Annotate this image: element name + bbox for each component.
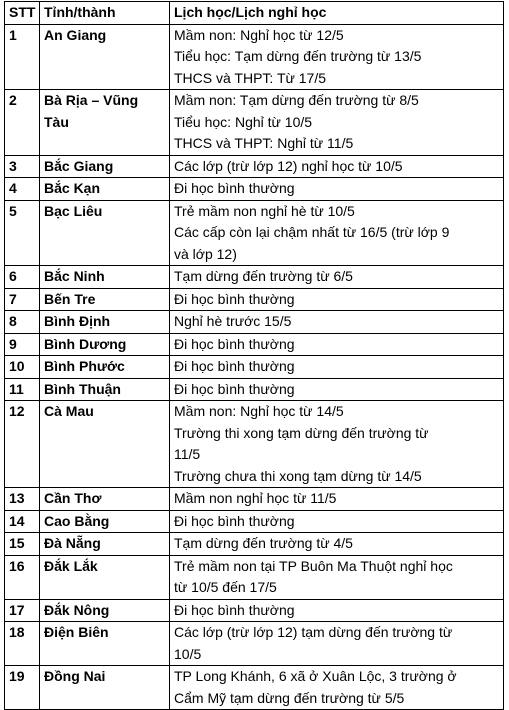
row-province <box>40 178 170 201</box>
row-stt: 16 <box>5 555 40 599</box>
province-line: Bình Thuận <box>44 380 121 397</box>
row-province <box>40 90 170 156</box>
table-row <box>5 311 504 334</box>
province-line: Đồng Nai <box>44 668 106 684</box>
row-stt: 11 <box>5 378 40 401</box>
header-row <box>5 2 504 25</box>
schedule-line: THCS và THPT: Nghỉ từ 11/5 <box>174 135 354 151</box>
row-stt: 18 <box>5 622 40 666</box>
row-province <box>40 200 170 266</box>
row-province <box>40 555 170 599</box>
schedule-line: Tiểu học: Nghỉ từ 10/5 <box>174 113 313 130</box>
schedule-line: Các cấp còn lại chậm nhất từ 16/5 (trừ lớp 9 <box>174 224 450 240</box>
row-schedule <box>170 288 504 311</box>
schedule-line: TP Long Khánh, 6 xã ở Xuân Lộc, 3 trường ở <box>174 668 457 684</box>
row-schedule <box>170 599 504 622</box>
schedule-line: Mầm non: Nghỉ học từ 14/5 <box>174 403 344 419</box>
row-stt: 13 <box>5 488 40 511</box>
province-line: Điện Biên <box>44 624 109 640</box>
schedule-line: từ 10/5 đến 17/5 <box>174 579 277 595</box>
schedule-line: Trẻ mầm non tại TP Buôn Ma Thuột nghỉ học <box>174 557 453 574</box>
row-schedule <box>170 622 504 666</box>
row-stt: 14 <box>5 510 40 533</box>
province-line: Bình Định <box>44 313 111 329</box>
table-row <box>5 510 504 533</box>
schedule-line: Trường chưa thi xong tạm dừng từ 14/5 <box>174 467 422 484</box>
header-stt: STT <box>5 2 40 25</box>
row-stt: 2 <box>5 90 40 156</box>
schedule-line: Nghỉ hè trước 15/5 <box>174 313 292 329</box>
province-line: Đà Nẵng <box>44 535 101 551</box>
row-schedule <box>170 24 504 90</box>
row-province <box>40 488 170 511</box>
province-line: Bắc Giang <box>44 157 114 174</box>
schedule-line: Trường thi xong tạm dừng đến trường từ <box>174 424 429 441</box>
table-row <box>5 266 504 289</box>
row-stt: 5 <box>5 200 40 266</box>
province-line: Cao Bằng <box>44 512 110 529</box>
row-schedule <box>170 488 504 511</box>
schedule-line: THCS và THPT: Từ 17/5 <box>174 69 327 86</box>
table-row <box>5 666 504 710</box>
province-line: Đắk Nông <box>44 601 110 618</box>
province-line: An Giang <box>44 26 107 43</box>
row-schedule <box>170 555 504 599</box>
row-schedule <box>170 666 504 710</box>
schedule-line: Đi học bình thường <box>174 358 295 374</box>
table-body <box>5 24 504 710</box>
row-schedule <box>170 510 504 533</box>
table-row <box>5 90 504 156</box>
school-schedule-table <box>4 1 504 710</box>
row-stt: 1 <box>5 24 40 90</box>
table-row <box>5 24 504 90</box>
row-schedule <box>170 333 504 356</box>
province-line: Bình Phước <box>44 358 125 374</box>
province-line: Bà Rịa – Vũng <box>44 92 139 108</box>
schedule-line: Đi học bình thường <box>174 335 295 352</box>
schedule-line: Đi học bình thường <box>174 601 295 618</box>
schedule-line: 11/5 <box>174 446 201 462</box>
schedule-line: Đi học bình thường <box>174 180 295 196</box>
row-stt: 19 <box>5 666 40 710</box>
province-line: Bắc Kạn <box>44 180 101 196</box>
table-row <box>5 401 504 488</box>
table-row <box>5 288 504 311</box>
table-row <box>5 178 504 201</box>
schedule-line: Tạm dừng đến trường từ 6/5 <box>174 268 353 284</box>
province-line: Bắc Ninh <box>44 268 105 284</box>
row-stt: 15 <box>5 533 40 556</box>
schedule-line: Mầm non: Nghỉ học từ 12/5 <box>174 26 344 43</box>
row-schedule <box>170 200 504 266</box>
row-schedule <box>170 90 504 156</box>
province-line: Cần Thơ <box>44 490 102 506</box>
table-row <box>5 599 504 622</box>
table-row <box>5 555 504 599</box>
row-schedule <box>170 356 504 379</box>
table-row <box>5 533 504 556</box>
table-row <box>5 200 504 266</box>
row-province <box>40 510 170 533</box>
schedule-line: Mầm non nghỉ học từ 11/5 <box>174 490 337 506</box>
schedule-line: Tạm dừng đến trường từ 4/5 <box>174 535 353 551</box>
header-province: Tỉnh/thành <box>40 2 170 25</box>
row-province <box>40 311 170 334</box>
row-schedule <box>170 178 504 201</box>
row-province <box>40 378 170 401</box>
table-row <box>5 378 504 401</box>
header-schedule: Lịch học/Lịch nghỉ học <box>170 2 504 25</box>
row-stt: 6 <box>5 266 40 289</box>
row-province <box>40 155 170 178</box>
row-province <box>40 666 170 710</box>
schedule-line: Đi học bình thường <box>174 512 295 529</box>
schedule-line: Trẻ mầm non nghỉ hè từ 10/5 <box>174 202 355 219</box>
row-province <box>40 356 170 379</box>
row-province <box>40 622 170 666</box>
row-schedule <box>170 155 504 178</box>
table-row <box>5 155 504 178</box>
row-stt: 12 <box>5 401 40 488</box>
row-province <box>40 266 170 289</box>
row-schedule <box>170 266 504 289</box>
row-schedule <box>170 311 504 334</box>
province-line: Bến Tre <box>44 290 96 307</box>
schedule-line: Các lớp (trừ lớp 12) tạm dừng đến trường từ <box>174 624 453 640</box>
row-province <box>40 599 170 622</box>
table-row <box>5 333 504 356</box>
row-stt: 10 <box>5 356 40 379</box>
row-province <box>40 333 170 356</box>
row-schedule <box>170 378 504 401</box>
row-stt: 8 <box>5 311 40 334</box>
row-province <box>40 24 170 90</box>
row-province <box>40 533 170 556</box>
row-stt: 7 <box>5 288 40 311</box>
province-line: Cà Mau <box>44 403 94 419</box>
row-stt: 9 <box>5 333 40 356</box>
schedule-line: và lớp 12) <box>174 245 237 262</box>
schedule-line: Mầm non: Tạm dừng đến trường từ 8/5 <box>174 92 419 108</box>
province-line: Bạc Liêu <box>44 202 103 219</box>
row-stt: 17 <box>5 599 40 622</box>
schedule-line: Các lớp (trừ lớp 12) nghỉ học từ 10/5 <box>174 157 403 174</box>
province-line: Tàu <box>44 113 69 130</box>
row-province <box>40 401 170 488</box>
row-stt: 3 <box>5 155 40 178</box>
schedule-line: Cẩm Mỹ tạm dừng đến trường từ 5/5 <box>174 689 405 706</box>
row-schedule <box>170 401 504 488</box>
province-line: Đắk Lắk <box>44 557 98 574</box>
row-schedule <box>170 533 504 556</box>
province-line: Bình Dương <box>44 335 127 352</box>
table-row <box>5 622 504 666</box>
schedule-line: Đi học bình thường <box>174 290 295 307</box>
schedule-line: Đi học bình thường <box>174 380 295 397</box>
table-row <box>5 356 504 379</box>
row-province <box>40 288 170 311</box>
table-row <box>5 488 504 511</box>
row-stt: 4 <box>5 178 40 201</box>
schedule-line: Tiểu học: Tạm dừng đến trường từ 13/5 <box>174 48 422 64</box>
schedule-line: 10/5 <box>174 645 202 662</box>
